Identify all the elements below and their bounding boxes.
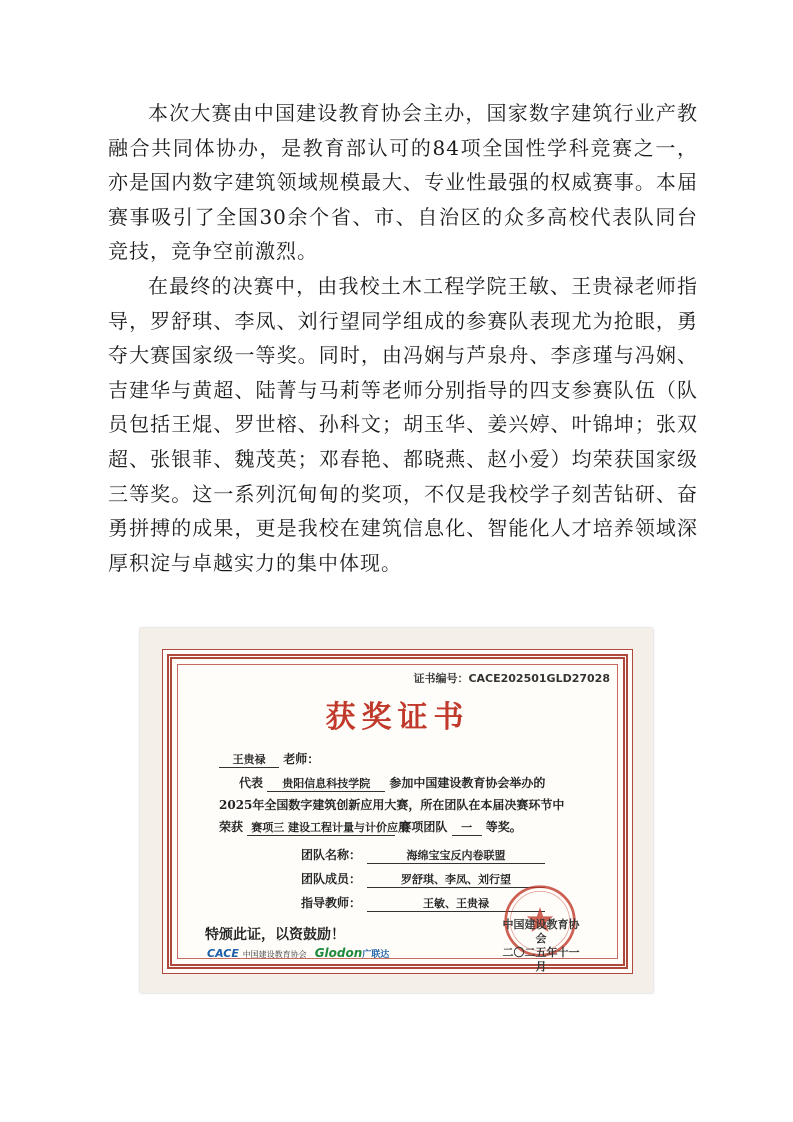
team-name-value: 海绵宝宝反内卷联盟 xyxy=(367,847,545,864)
contest-line: 2025年全国数字建筑创新应用大赛，所在团队在本届决赛环节中 xyxy=(219,798,565,812)
award-item: 赛项三 建设工程计量与计价应用 xyxy=(247,819,395,836)
teacher-line xyxy=(219,750,319,768)
encourage-text: 特颁此证，以资鼓励！ xyxy=(205,927,345,943)
award-level: 一 xyxy=(452,819,482,836)
certificate-number: 证书编号：CACE202501GLD27028 xyxy=(413,672,610,685)
team-name-row xyxy=(301,846,545,864)
award-suffix: 等奖。 xyxy=(485,820,522,834)
official-seal-icon xyxy=(501,882,579,960)
paragraph-results: 在最终的决赛中，由我校土木工程学院王敏、王贵禄老师指导，罗舒琪、李凤、刘行望同学组成的参赛队表现尤为抢眼，勇夺大赛国家级一等奖。同时，由冯娴与芦泉舟、李彦瑾与冯娴、吉建华与黄超、陆菁与马莉等老师分别指导的四支参赛队伍（队员包括王焜、罗世榕、孙科文；胡玉华、姜兴婷、叶锦坤；张双超、张银菲、魏茂英；邓春艳、都晓燕、赵小爱）均荣获国家级三等奖。这一系列沉甸甸的奖项，不仅是我校学子刻苦钻研、奋勇拼搏的成果，更是我校在建筑信息化、智能化人才培养领域深厚积淀与卓越实力的集中体现。 xyxy=(108,273,698,575)
cace-logo: CACE 中国建设教育协会 xyxy=(207,946,307,960)
teacher-suffix: 老师： xyxy=(283,752,320,766)
glodon-logo: Glodon广联达 xyxy=(314,946,390,960)
team-members-label: 团队成员： xyxy=(301,872,362,886)
certificate-photo xyxy=(140,628,653,993)
sponsor-logos xyxy=(207,946,389,960)
award-prefix: 荣获 xyxy=(219,820,244,834)
issue-date: 二〇二五年十一月 xyxy=(502,946,580,973)
team-members-row xyxy=(301,870,545,888)
institution-name: 贵阳信息科技学院 xyxy=(267,775,385,792)
certificate xyxy=(162,649,633,974)
award-mid: 赛项团队 xyxy=(399,820,448,834)
advisors-row xyxy=(301,894,545,912)
represent-prefix: 代表 xyxy=(239,776,264,790)
represent-line xyxy=(239,774,545,792)
paragraph-intro: 本次大赛由中国建设教育协会主办，国家数字建筑行业产教融合共同体协办，是教育部认可的84项全国性学科竞赛之一，亦是国内数字建筑领域规模最大、专业性最强的权威赛事。本届赛事吸引了全国30余个省、市、自治区的众多高校代表队同台竞技，竞争空前激烈。 xyxy=(108,101,698,264)
advisors-label: 指导教师： xyxy=(301,896,362,910)
issuer-name: 中国建设教育协会 xyxy=(502,918,580,945)
team-members-value: 罗舒琪、李凤、刘行望 xyxy=(367,871,545,888)
advisors-value: 王敏、王贵禄 xyxy=(367,895,545,912)
award-line xyxy=(219,818,522,836)
represent-suffix: 参加中国建设教育协会举办的 xyxy=(389,776,546,790)
teacher-name: 王贵禄 xyxy=(219,751,279,768)
issuer-block xyxy=(501,918,581,974)
article-body xyxy=(108,96,698,580)
certificate-title: 获奖证书 xyxy=(325,700,470,735)
team-name-label: 团队名称： xyxy=(301,848,362,862)
